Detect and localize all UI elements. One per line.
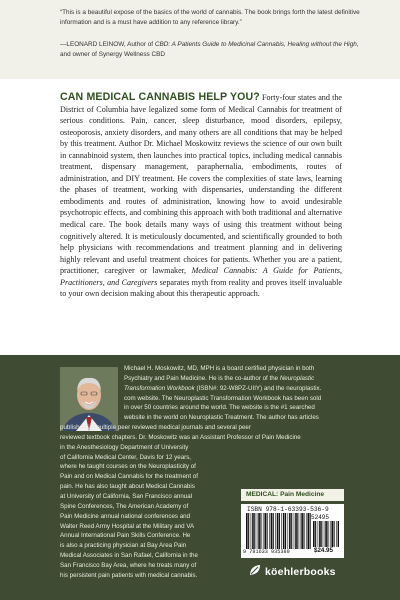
bio-line: Transformation Workbook (ISBN#: 92-W8PZ-UIIY) and the neuroplastix. <box>124 384 322 392</box>
description-headline: CAN MEDICAL CANNABIS HELP YOU? <box>60 91 260 103</box>
bio-line: Pain and on Medical Cannabis for the treatment of <box>60 473 198 481</box>
bio-line: com website. The Neuroplastic Transformation Workbook has been sold <box>124 394 322 402</box>
bio-line: at University of California, San Francisco annual <box>60 492 193 500</box>
ean-digits: 9 781633 935389 <box>243 549 290 555</box>
price-barcode-bars <box>313 521 339 547</box>
publisher-logo <box>248 564 348 580</box>
bio-line: where he taught courses on the Neuroplasticity of <box>60 463 196 471</box>
bio-line: published in multiple peer reviewed medical journals and several peer <box>60 424 251 432</box>
endorsement-quote: “This is a beautiful expose of the basics of the world of cannabis. The book brings forth the latest definitive information and is a must have addition to any reference library.” <box>60 9 360 27</box>
description-body-1: Forty-four states and the District of Columbia have legalized some form of Medical Cannabis for treatment of serious conditions. Pain, cancer, sleep disturbance, mood disorders, epilepsy, osteoporosis, anxiety disorders, and many others are all conditions that may be helped by this treatment. Author Dr. Michael Moskowitz reviews the science of our own built in cannabinoid system, then launches into practical topics, including medical cannabis treatment, dispensary management, paraphernalia, embodiments, routes of administration, and DIY treatment. He covers the complexities of state laws, learning the phases of treatment, working with dispensaries, understanding the different embodiments and routes of administration, knowing how to avoid undesirable psychotropic effects, and combining this approach with both traditional and alternative medical care. The book details many ways of using this treatment without being cognitively altered. It is meticulously documented, and scientifically grounded to both help physicians with recommendations and treatment planning and in delivering highly relevant and useful treatment choices for patients. Whether you are a patient, practitioner, caregiver or lawmaker, <box>60 93 342 276</box>
bio-line: in over 50 countries around the world. The website is the #1 searched <box>124 404 315 412</box>
description-book-title: Medical Cannabis: A Guide for Patients, Practitioners, and Caregivers <box>60 266 342 287</box>
price-code: 52495 <box>311 514 330 521</box>
book-description <box>60 92 342 300</box>
bio-line: San Francisco Bay Area, where he treats many of <box>60 561 197 569</box>
bio-line: website in the world on Neuroplastic Treatment. The author has articles <box>124 414 319 422</box>
bio-line: Michael H. Moskowitz, MD, MPH is a board certified physician in both <box>124 365 315 372</box>
attribution-prefix: —LEONARD LEINOW, Author of <box>60 41 155 48</box>
bio-line: is also a practicing physician at Bay Area Pain <box>60 542 187 550</box>
bio-line: reviewed textbook chapters. Dr. Moskowitz was an Assistant Professor of Pain Medicine <box>60 433 301 441</box>
attribution-book-title: CBD: A Patients Guide to Medicinal Cannabis, Healing without the High, <box>154 41 359 48</box>
bio-line: in the Anesthesiology Department of University <box>60 443 189 451</box>
bio-line: Walter Reed Army Hospital at the Military and VA <box>60 522 195 530</box>
leaf-logo-icon <box>248 563 262 582</box>
bio-line: Annual International Pain Skills Conference. He <box>60 532 191 540</box>
book-price: $24.95 <box>314 547 333 554</box>
bio-line: pain. He has also taught about Medical Cannabis <box>60 483 195 491</box>
isbn-number: ISBN 978-1-63393-536-9 <box>247 506 329 513</box>
bio-line: of California Medical Center, Davis for 12 years, <box>60 453 192 461</box>
bio-line: Pain Medicine annual national conferences and <box>60 512 191 520</box>
attribution-suffix: and owner of Synergy Wellness CBD <box>60 51 166 59</box>
book-category-label: MEDICAL: Pain Medicine <box>241 489 344 501</box>
endorsement-attribution <box>60 40 360 61</box>
endorsement-band <box>0 0 400 79</box>
ean-barcode-bars <box>246 513 312 549</box>
bio-line: Medical Associates in San Rafael, California in the <box>60 552 198 560</box>
bio-line: his persistent pain patients with medical cannabis. <box>60 571 198 579</box>
publisher-name: köehlerbooks <box>265 566 336 578</box>
description-body-2: separates myth from reality and proves itself invaluable to your own decision making about this therapeutic approach. <box>60 277 342 299</box>
isbn-barcode <box>241 504 344 558</box>
bio-line: Spine Conferences, The American Academy of <box>60 502 189 510</box>
bio-line: Psychiatry and Pain Medicine. He is the co-author of the Neuroplastic <box>124 374 315 382</box>
